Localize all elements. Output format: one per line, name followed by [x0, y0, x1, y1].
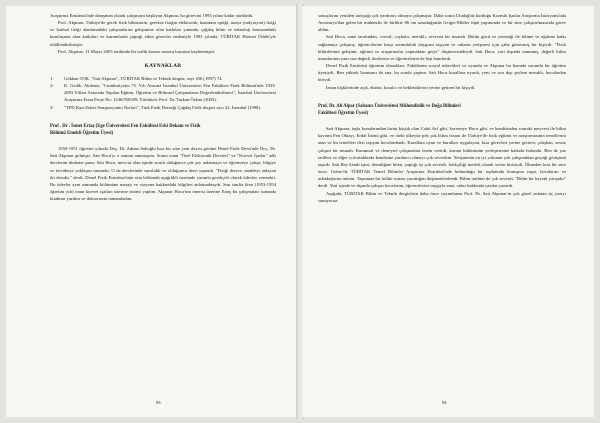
reference-item — [50, 82, 276, 103]
right-intro-paragraph-2: Sait Hoca, anne tarafından, cevval, coşkulu, meraklı, sevecen bir insandı. Bütün gücü ve yeteneği ile bilime ve eğitime katkı sağlamaya çalışmış, öğrencilerine karşı sorumluluk duygusu taşıyan ve onların yetişmesi için çaba göstermiş bir kişiydi. "Fizik bilimlerinin gelişimi, eğitimi ve araştırmalar yapmaktan geçer" düşüncesindeydi. Sait Hoca, yurt dışında tanınmış, değerli bilim insanlarının yanı sıra değerli dostlarını ve öğrencilerini de hep hatırlardı. — [318, 34, 566, 61]
left-bio-paragraph: 1950-1951 öğretim yılında Doç. Dr. Adnan Saltoğlu kısa bir süre yeni dayısı görüne Denel Fizik Dersi'nde Doç. Dr. Sait Akpınar gelmişti. Sait Hoca'yı o zaman tanımıştım. Sonra onun "Özel Elektronik Dersleri" ve "Kuvvet İşatlar" adlı derslerini dinleme şansı. Sait Hoca, mevcut olan işinde sınırlı olduğunca çok şey anlatmaya ve öğretmeye çalışır, bilgiye ve tecrübeye yaklaşım tutumdu. O da derslerinde sınırlıdık ve olduğunca dersi yapardı. "Fiziği derece, maddeyi anlayan iki dersdir." derdi. Denel Fizik Enstitüsü'nün orta bölümdü aşağılıklı üzerinde yarımla gerekçeli olarak ödevler vermekti. Bu ödevler aynı zamanda bölümüne mesajı ve vizyonu hakkındaki bilgileri anlatmaktaydı. Son sınıfta iken (1953-1954 öğretim yılı) onun kuvvet işatları üzerine tezimi yaptım. Akpınar Hoca'nın önerisi üzerine Ertaş bu çalışmaları sonunda kitabımı yazdım ve doktorasını tamamladım. — [50, 146, 276, 202]
references-heading: KAYNAKLAR — [144, 62, 182, 69]
right-intro-paragraph-1: sonuçlarını yeniden tartıştığı çok yardımcı olmaya çalışmıştır. Daha sonra Uludağ'da kurduğu Kozmik Işınlar Araştırma İstasyonu'nda Avusturya'dan gelen bir mühendis ile birlikte 86 cm uzunluğunda Geiger-Müller tüpü yapımında ve bir süre çalıştırılmasında görev aldım. — [318, 13, 566, 33]
reference-text: K. Gedik. Akdeniz, "Cumhuriyetin 75. Yılı Anısına İstanbul Üniversitesi Fen Fakültesi Fizik Bölümü'nde 1933-2003 Yılları Arasında Yapılan Eğitim, Öğretim ve Bilimsel Çalışmaların Değerlendirilmesi", İstanbul Üniversitesi Araştırma Fonu Proje No: 1346/050399, Yürütücü: Prof. Dr. Turkan Özkan (2003). — [64, 83, 276, 103]
left-page — [6, 6, 298, 417]
right-intro-paragraph-3: Denel Fizik Enstitüsü öğrenim olanakları, Fakültenin sosyal tedavüleri ve oyundu ve Akpınar bu konuda sorumlu bir öğretim üyesiydi. Ben yüksek lisansımı da ona, bu sırada yaptım. Sait Hoca kurallara uyardı, yeni ve sıra dışı şeylere meraklı, hocalardan biriydi. — [318, 63, 566, 83]
reference-number: 2- — [50, 83, 54, 89]
page-number-right: 94 — [442, 400, 447, 405]
reference-item — [50, 75, 276, 82]
page-number-left: 93 — [156, 400, 161, 405]
reference-number: 3- — [50, 104, 54, 110]
reference-text: Gökhan TOK. "Sait Akpınar", TÜBİTAK Bilim ve Teknik dergisi, sayı 356 (1997) 74. — [64, 75, 223, 81]
reference-number: 1- — [50, 75, 54, 81]
left-bio-heading-line2: Bölümü Emekli Öğretim Üyesi) — [50, 130, 114, 136]
left-intro-paragraph-1: Araştırma Enstitüsü'nde danışman olarak çalışmaya başlayan Akpınar, bu görevini 1993 yılına kadar sürdürdü. — [50, 13, 254, 18]
right-intro-paragraph-4: İnsan ilişkilerinde açık, dürüst, kuralcı ve beklentilerini yerine getiren bir kişiydi. — [326, 84, 476, 90]
right-bio-heading-line1: Prof. Dr. Ali Alpar (Sabancı Üniversitesi Mühendislik ve Doğa Bilimleri — [318, 103, 461, 109]
right-bio-paragraph-2: Aşağıda, TÜBİTAK Bilim ve Teknik dergisi'nin daha önce yayımlanan Prof. Dr. Sait Akpınar'ın çok güzel anlatan üç yazıyı sunuyoruz: — [318, 190, 566, 203]
right-bio-heading-line2: Fakültesi Öğretim Üyesi) — [318, 110, 369, 116]
left-intro-paragraph-3: Prof. Akpınar, 11 Mayıs 2003 tarihinde bir trafik kazası sonucu hayatını kaybetmiştir. — [58, 48, 216, 54]
reference-item — [50, 104, 276, 111]
reference-text: "TFD Kurt Zuber Sempozyumu Notları", Türk Fizik Derneği Çağdaş Fizik dergisi sayı 22, İstanbul (1998). — [64, 104, 262, 110]
right-page — [302, 6, 594, 417]
left-bio-heading-line1: Prof . Dr . İsmet Ertaş (Ege Üniversitesi Fen Fakültesi Eski Dekanı ve Fizik — [50, 123, 201, 129]
right-bio-paragraph-1: Sait Akpınar, taşkı konularından birini küçük olan Cahit Arf gibi, Sorrentye Hoca gibi, ve kendisinden sonraki meyvesi ile bilim kavram Fen Oktayı, Erdal İnönü gibi, ve öteki ülkeyüz pek çok bilim insanı ile Türkiye'de fizik eğitimi ve araştırmasının temellerini atan ve bu temelleri ileri taşıyan hocalardandı. Kurallara uyan ve kuralları uygulayan, kısa görevleri yerine getiren, çalışkan, sessiz çalışan bir insandı. Kuramsal ve deneysel çalışmalara önem verirdi, kurum kültürünün yerleşmesine katkıda bulundu. Ben de yaz tatilleri ve diğer yolculuklarda kendisine yardımcı olmayı çok severdim. Yetişmenin en iyi yolunun çok çalışmaktan geçtiği görüşünü taşırdı. Sait Bey kendi işini, derinliğine bilen, yaptığı işi çok severdi, fizikçiliği meslek olarak seven birisiydi. Ölmeden kısa bir süre önce, Gebze'de TÜBİTAK Temel Bilimler Araştırma Enstitüsü'nde bulunduğu bir toplantıda konuşma yaptı, hocalarını ve arkadaşlarını anlattı. Taşınmaz bir kültür mirası yarattığını düşünenlerdendi. Bilim tarihini de çok severdi, "Bilim bir bayrak yarışıdır" derdi. Yurt içinde ve dışında çalışan hocalarını, öğrencilerini saygıyla anar, onlar hakkında yazılar yazardı. — [318, 126, 566, 189]
left-intro-paragraph-2: Prof. Akpınar, Türkiye'de gerek fizik bilimsinin, gerekse fiziğin elektronik, kuantum optiği, uzaya (radyasyon) fiziği ve katıhal fiziği alanlarındaki çalışmalarını gelişimine olan katkıları yanında, çağdaş bilim ve teknoloji konusundaki kuruluşuna olan katkıları ve kurumlarda yaptığı etkin görevler nedeniyle 1983 yılında, TÜBİTAK Hizmet Ödülü'yle ödüllendirilmiştir. — [50, 20, 276, 47]
